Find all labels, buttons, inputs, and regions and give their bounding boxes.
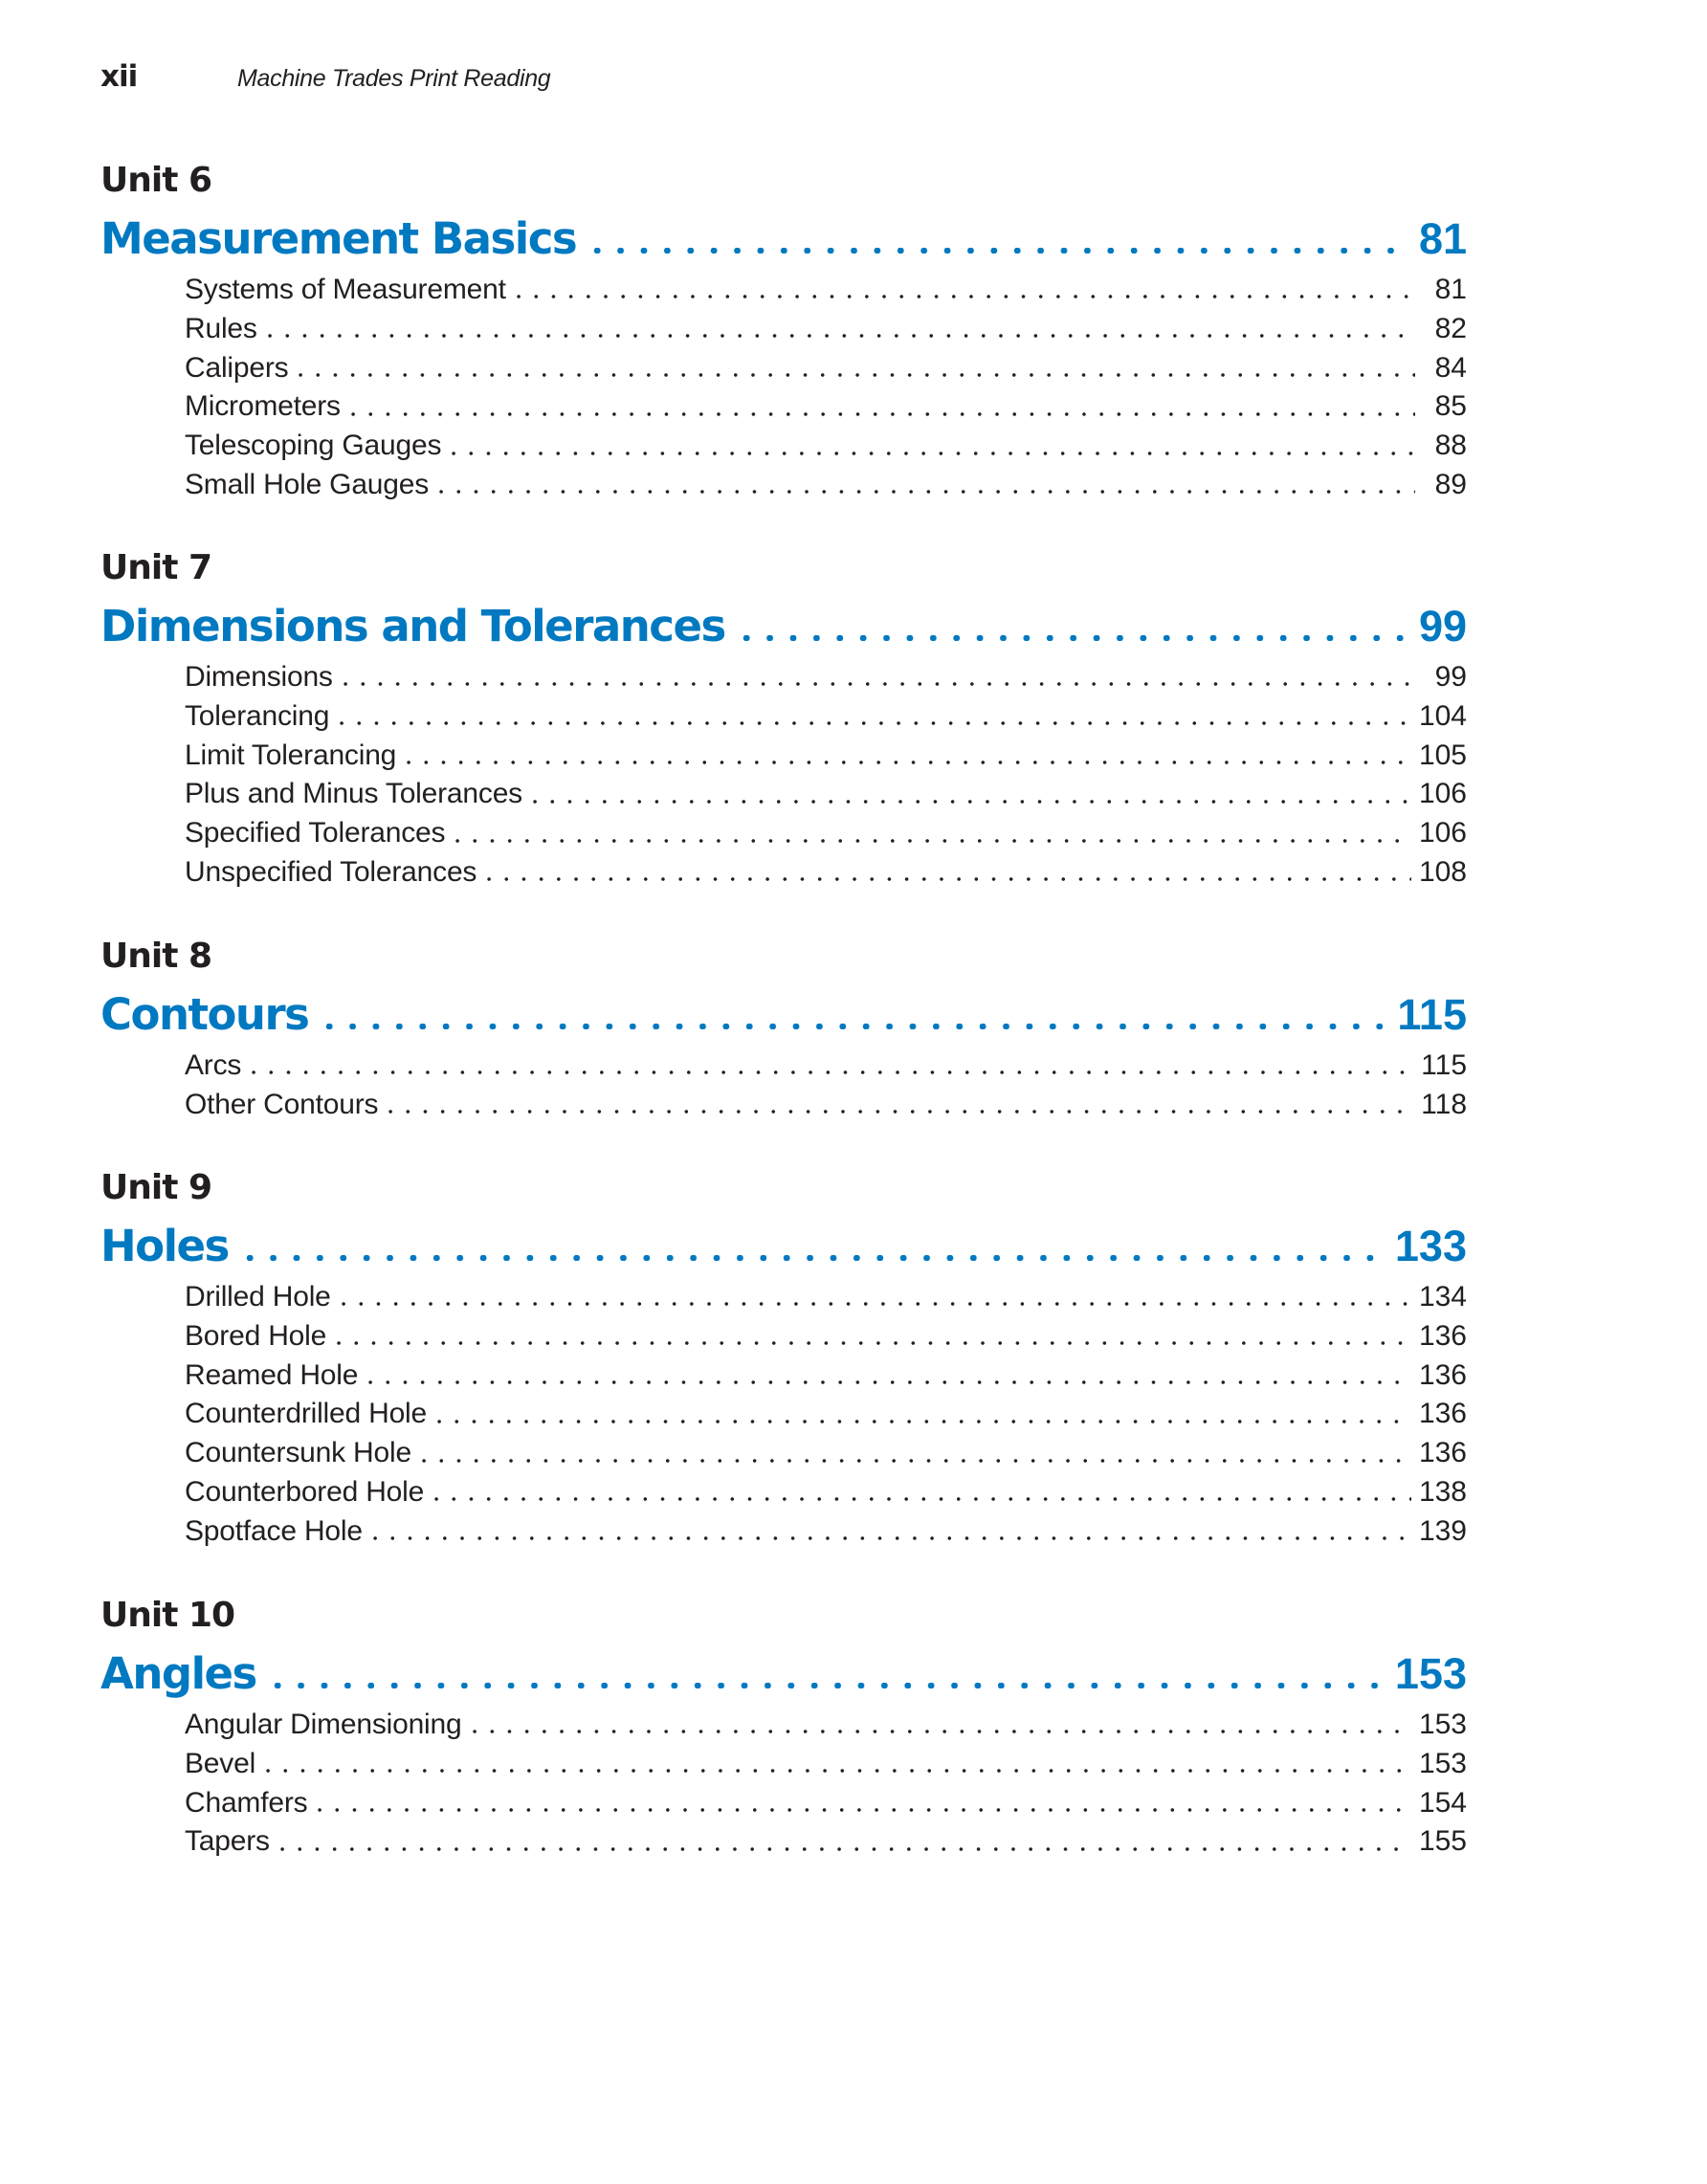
dot-leader (586, 248, 1409, 254)
dot-leader (480, 877, 1411, 881)
toc-unit-8 (100, 936, 1467, 1125)
toc-entry[interactable] (185, 387, 1467, 427)
entry-title: Spotface Hole (185, 1514, 363, 1547)
unit-heading[interactable] (100, 211, 1467, 267)
entry-title: Counterbored Hole (185, 1475, 425, 1508)
unit-page-number: 115 (1397, 990, 1467, 1039)
entry-title: Other Contours (185, 1088, 379, 1120)
book-title: Machine Trades Print Reading (237, 65, 551, 92)
entry-page-number: 153 (1418, 1709, 1467, 1740)
dot-leader (432, 490, 1415, 494)
toc-unit-7 (100, 547, 1467, 893)
entry-page-number: 106 (1418, 817, 1467, 849)
entry-page-number: 106 (1418, 778, 1467, 810)
dot-leader (449, 839, 1411, 843)
unit-heading[interactable] (100, 599, 1467, 654)
entry-title: Micrometers (185, 390, 341, 423)
dot-leader (344, 412, 1415, 416)
entry-title: Rules (185, 312, 257, 344)
unit-page-number: 99 (1418, 602, 1467, 651)
dot-leader (335, 1302, 1411, 1306)
toc-entry[interactable] (185, 697, 1467, 737)
unit-title: Contours (100, 989, 309, 1040)
entry-page-number: 139 (1418, 1514, 1467, 1547)
dot-leader (466, 1730, 1411, 1733)
dot-leader (330, 1341, 1411, 1345)
toc-entry[interactable] (185, 1395, 1467, 1434)
dot-leader (400, 761, 1411, 764)
toc-entry[interactable] (185, 1357, 1467, 1396)
unit-label: Unit 8 (100, 937, 211, 976)
running-head (100, 59, 550, 98)
dot-leader (445, 452, 1415, 455)
entry-page-number: 115 (1421, 1049, 1467, 1081)
section-list (100, 1047, 1467, 1125)
entry-page-number: 81 (1434, 274, 1467, 305)
entry-title: Counterdrilled Hole (185, 1398, 428, 1430)
entry-page-number: 88 (1434, 430, 1467, 462)
toc-entry[interactable] (185, 349, 1467, 388)
entry-title: Systems of Measurement (185, 274, 506, 305)
unit-heading[interactable] (100, 987, 1467, 1043)
dot-leader (261, 334, 1415, 338)
section-list (100, 1706, 1467, 1862)
dot-leader (428, 1497, 1411, 1501)
entry-page-number: 154 (1418, 1786, 1467, 1819)
dot-leader (431, 1420, 1411, 1423)
entry-title: Tapers (185, 1825, 270, 1858)
dot-leader (735, 635, 1409, 641)
toc-unit-9 (100, 1167, 1467, 1552)
unit-title: Dimensions and Tolerances (100, 601, 725, 651)
unit-heading[interactable] (100, 1646, 1467, 1702)
toc-entry[interactable] (185, 853, 1467, 893)
toc-entry[interactable] (185, 1512, 1467, 1552)
dot-leader (362, 1380, 1411, 1384)
entry-page-number: 155 (1418, 1825, 1467, 1858)
dot-leader (292, 373, 1415, 377)
toc-entry[interactable] (185, 737, 1467, 776)
unit-label: Unit 7 (100, 548, 211, 587)
entry-page-number: 136 (1418, 1398, 1467, 1430)
toc-entry[interactable] (185, 1784, 1467, 1823)
entry-title: Reamed Hole (185, 1358, 359, 1391)
dot-leader (366, 1536, 1411, 1540)
entry-page-number: 134 (1418, 1281, 1467, 1313)
entry-page-number: 99 (1434, 661, 1467, 693)
entry-title: Telescoping Gauges (185, 430, 442, 462)
dot-leader (311, 1808, 1411, 1812)
unit-label: Unit 6 (100, 161, 211, 200)
unit-title: Holes (100, 1221, 229, 1271)
entry-page-number: 138 (1418, 1475, 1467, 1508)
entry-page-number: 89 (1434, 468, 1467, 500)
toc-entry[interactable] (185, 775, 1467, 814)
dot-leader (415, 1459, 1411, 1463)
dot-leader (510, 295, 1415, 298)
toc-unit-6 (100, 160, 1467, 505)
unit-label: Unit 9 (100, 1168, 211, 1207)
toc-entry[interactable] (185, 1434, 1467, 1473)
section-list (100, 658, 1467, 893)
dot-leader (318, 1024, 1387, 1029)
unit-page-number: 153 (1394, 1649, 1467, 1698)
entry-page-number: 82 (1434, 312, 1467, 344)
unit-heading[interactable] (100, 1219, 1467, 1274)
dot-leader (245, 1070, 1413, 1074)
section-list (100, 1278, 1467, 1552)
unit-page-number: 81 (1418, 214, 1467, 263)
dot-leader (266, 1683, 1386, 1688)
toc-entry[interactable] (185, 310, 1467, 349)
entry-title: Bevel (185, 1747, 256, 1779)
toc-entry[interactable] (185, 1473, 1467, 1512)
toc-entry[interactable] (185, 658, 1467, 697)
dot-leader (526, 800, 1411, 804)
dot-leader (238, 1255, 1386, 1261)
entry-page-number: 136 (1418, 1358, 1467, 1391)
toc-entry[interactable] (185, 466, 1467, 505)
entry-title: Limit Tolerancing (185, 739, 397, 771)
entry-title: Angular Dimensioning (185, 1709, 462, 1740)
unit-title: Measurement Basics (100, 213, 577, 264)
toc-unit-10 (100, 1595, 1467, 1862)
dot-leader (382, 1110, 1413, 1114)
toc-entry[interactable] (185, 1745, 1467, 1784)
entry-page-number: 104 (1418, 699, 1467, 732)
entry-page-number: 105 (1418, 739, 1467, 771)
entry-title: Dimensions (185, 661, 333, 693)
toc-entry[interactable] (185, 1086, 1467, 1125)
entry-title: Arcs (185, 1049, 242, 1081)
dot-leader (259, 1769, 1411, 1773)
entry-page-number: 118 (1421, 1088, 1467, 1120)
entry-title: Tolerancing (185, 699, 330, 732)
entry-page-number: 136 (1418, 1437, 1467, 1469)
entry-page-number: 153 (1418, 1747, 1467, 1779)
page-folio: xii (100, 59, 138, 94)
entry-title: Countersunk Hole (185, 1437, 411, 1469)
unit-page-number: 133 (1394, 1222, 1467, 1270)
entry-title: Specified Tolerances (185, 817, 446, 849)
section-list (100, 271, 1467, 505)
entry-title: Calipers (185, 351, 289, 384)
toc-entry[interactable] (185, 427, 1467, 466)
entry-page-number: 85 (1434, 390, 1467, 423)
entry-title: Chamfers (185, 1786, 308, 1819)
toc-entry[interactable] (185, 1317, 1467, 1357)
entry-page-number: 84 (1434, 351, 1467, 384)
unit-title: Angles (100, 1648, 256, 1699)
toc-entry[interactable] (185, 1706, 1467, 1745)
entry-title: Plus and Minus Tolerances (185, 778, 522, 810)
entry-page-number: 108 (1418, 855, 1467, 888)
unit-label: Unit 10 (100, 1596, 235, 1635)
toc-entry[interactable] (185, 271, 1467, 310)
entry-title: Bored Hole (185, 1319, 327, 1352)
dot-leader (333, 721, 1411, 725)
toc-entry[interactable] (185, 1047, 1467, 1086)
toc-entry[interactable] (185, 1822, 1467, 1862)
dot-leader (274, 1847, 1411, 1851)
entry-title: Drilled Hole (185, 1281, 331, 1313)
entry-title: Unspecified Tolerances (185, 855, 477, 888)
entry-page-number: 136 (1418, 1319, 1467, 1352)
dot-leader (337, 682, 1415, 686)
entry-title: Small Hole Gauges (185, 468, 430, 500)
toc-entry[interactable] (185, 1278, 1467, 1317)
toc-entry[interactable] (185, 814, 1467, 853)
